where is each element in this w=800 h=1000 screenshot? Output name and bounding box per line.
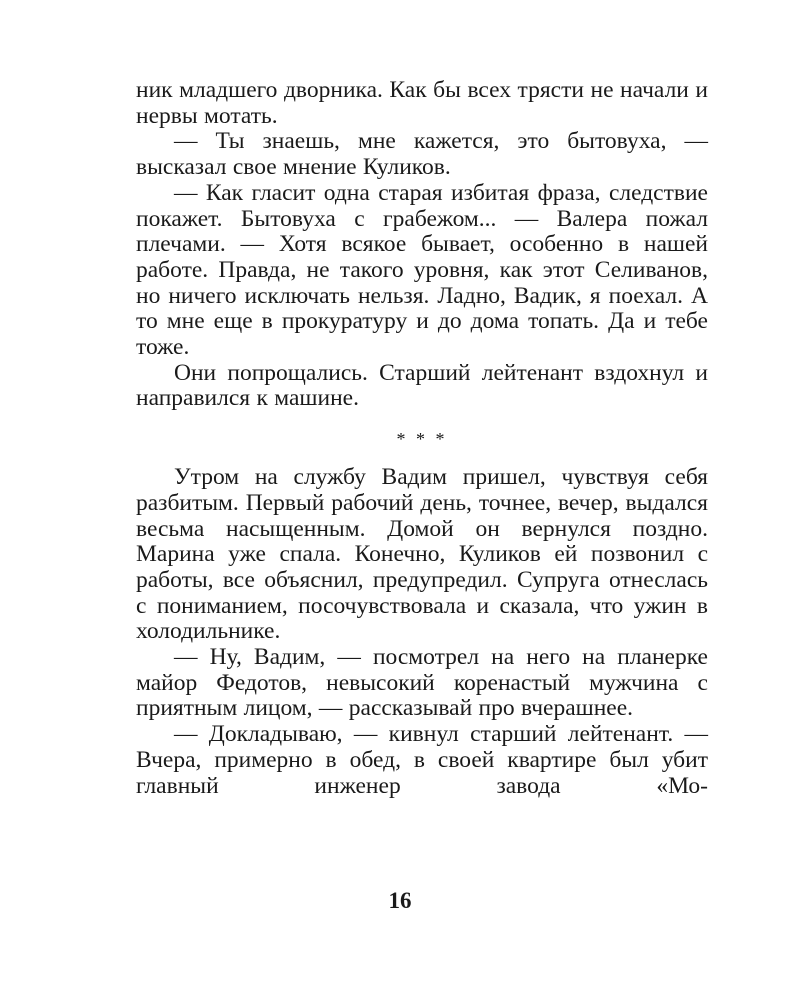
section-separator: * * * bbox=[396, 429, 448, 450]
book-page-text bbox=[136, 78, 708, 799]
paragraph: — Ты знаешь, мне кажется, это бытовуха, — высказал свое мнение Куликов. bbox=[136, 128, 708, 181]
paragraph: Они попрощались. Старший лейтенант вздохнул и направился к машине. bbox=[136, 359, 708, 412]
paragraph: Утром на службу Вадим пришел, чувствуя себя разбитым. Первый рабочий день, точнее, вечер, выдался весьма насыщенным. Домой он вернулся поздно. Марина уже спала. Конечно, Куликов ей позвонил с работы, все объяснил, предупредил. Супруга отнеслась с пониманием, посочувствовала и сказала, что ужин в холодильнике. bbox=[136, 464, 708, 645]
paragraph: — Ну, Вадим, — посмотрел на него на планерке майор Федотов, невысокий коренастый мужчина с приятным лицом, — рассказывай про вчерашнее. bbox=[136, 644, 708, 722]
page-number: 16 bbox=[388, 888, 412, 913]
paragraph: ник младшего дворника. Как бы всех трясти не начали и нервы мотать. bbox=[136, 77, 708, 129]
paragraph: — Как гласит одна старая избитая фраза, следствие покажет. Бытовуха с грабежом... — Валера пожал плечами. — Хотя всякое бывает, особенно в нашей работе. Правда, не такого уровня, как этот Селиванов, но ничего исключать нельзя. Ладно, Вадик, я поехал. А то мне еще в прокуратуру и до дома топать. Да и тебе тоже. bbox=[136, 179, 708, 361]
paragraph: — Докладываю, — кивнул старший лейтенант. — Вчера, примерно в обед, в своей квартире был убит главный инженер завода «Мо- bbox=[136, 721, 708, 799]
